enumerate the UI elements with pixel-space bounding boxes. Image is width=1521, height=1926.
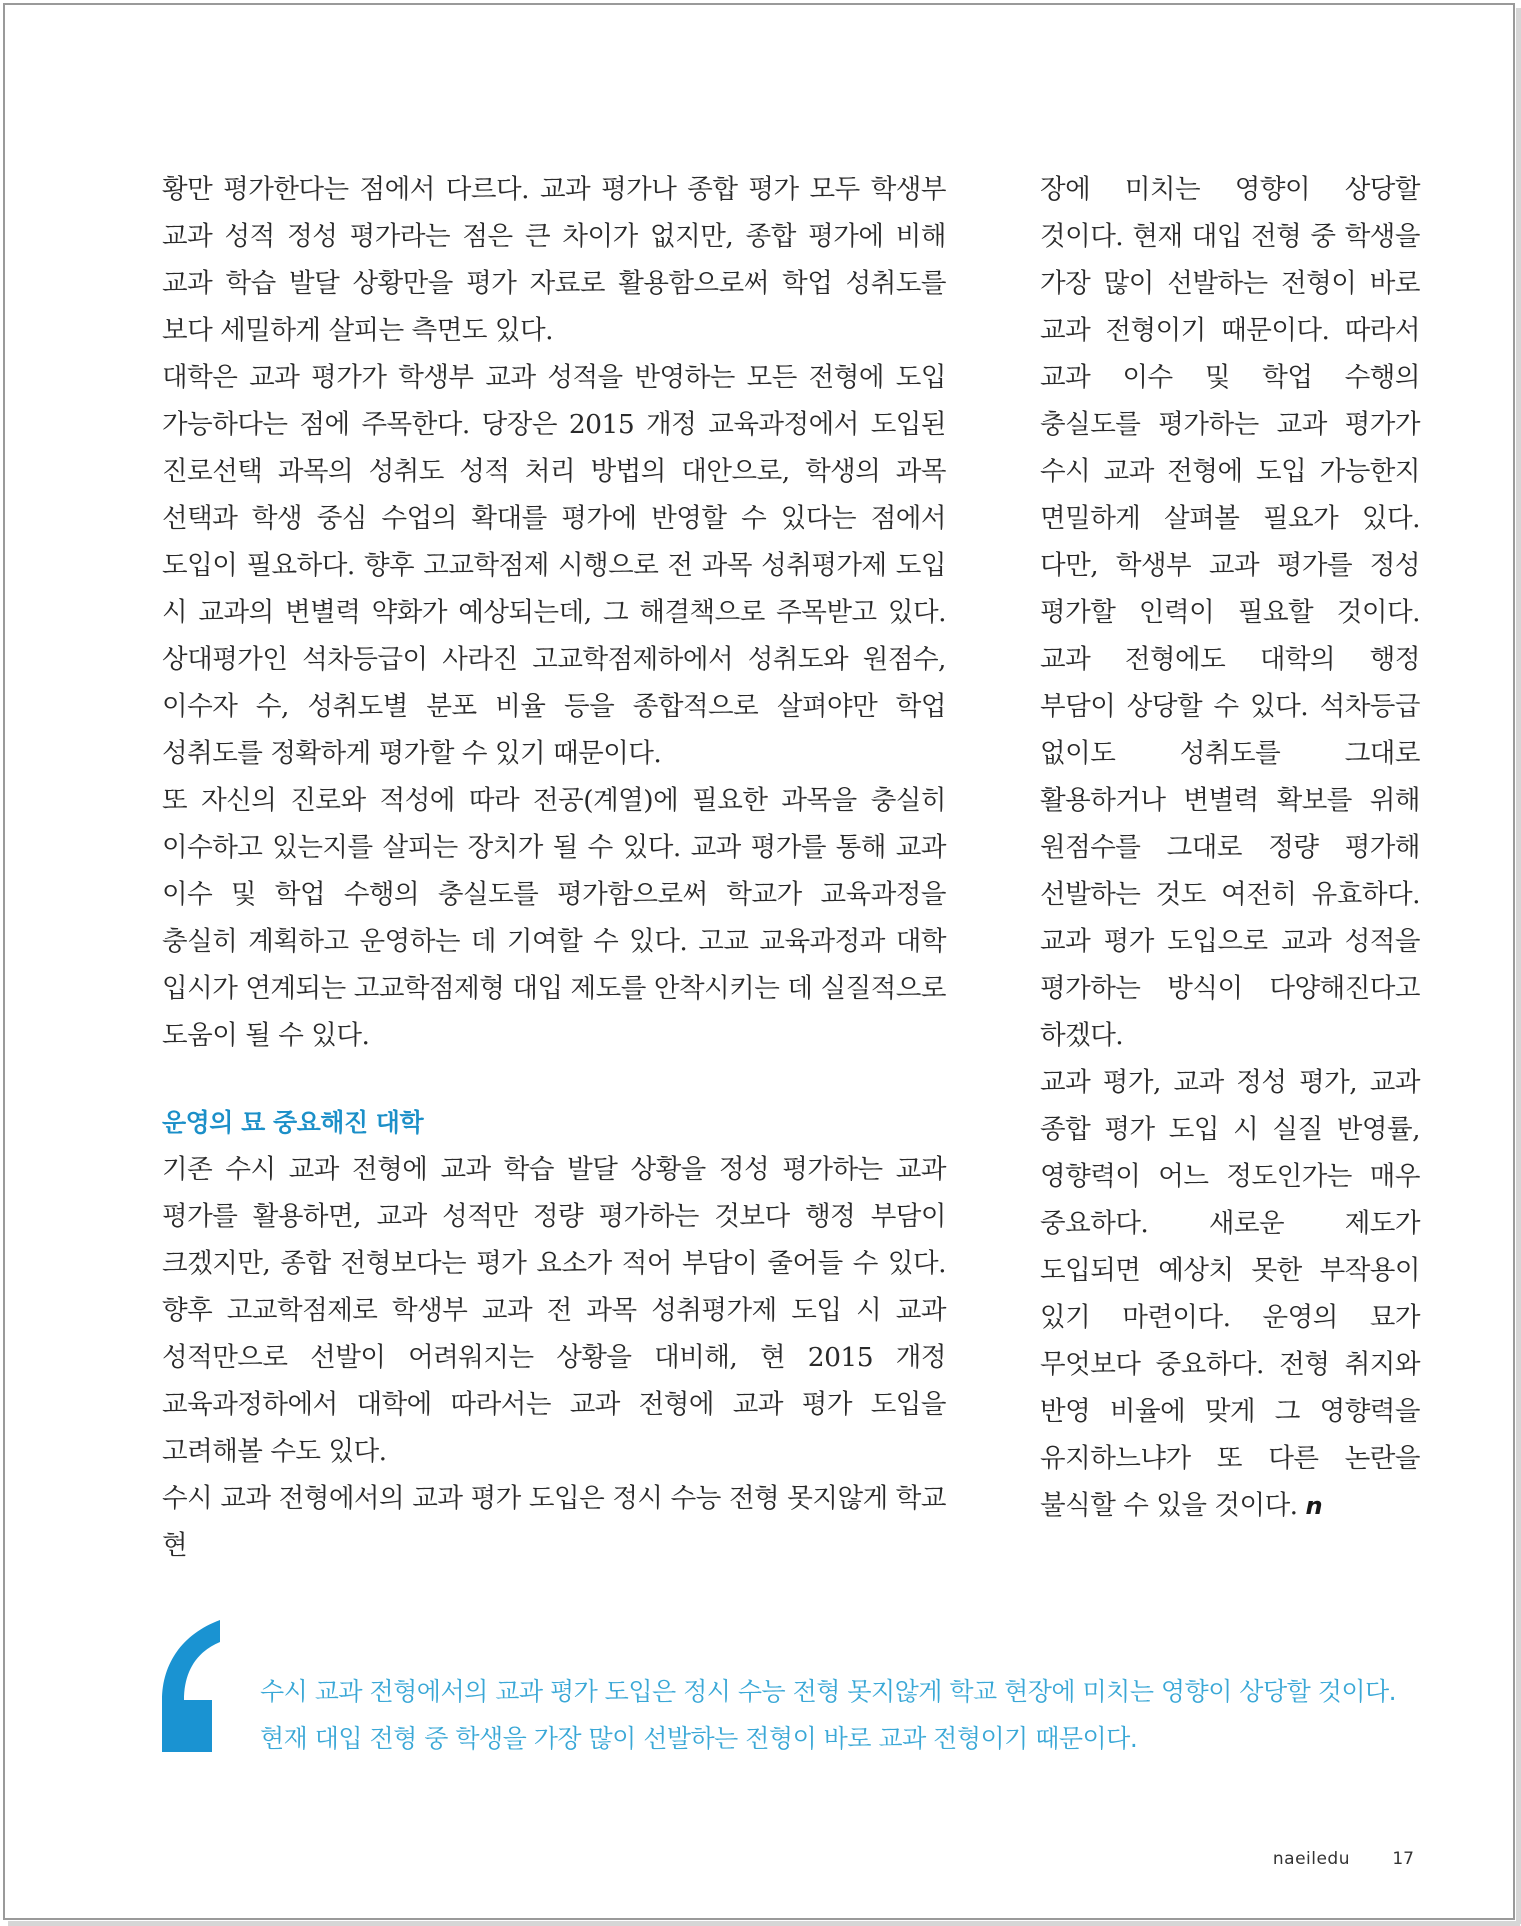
end-mark-icon: n: [1305, 1492, 1323, 1520]
body-paragraph: 대학은 교과 평가가 학생부 교과 성적을 반영하는 모든 전형에 도입 가능하다는 점에 주목한다. 당장은 2015 개정 교육과정에서 도입된 진로선택 과목의 성취도 성적 처리 방법의 대안으로, 학생의 과목 선택과 학생 중심 수업의 확대를 평가에 반영할 수 있다는 점에서 도입이 필요하다. 향후 고교학점제 시행으로 전 과목 성취평가제 도입 시 교과의 변별력 약화가 예상되는데, 그 해결책으로 주목받고 있다. 상대평가인 석차등급이 사라진 고교학점제하에서 성취도와 원점수, 이수자 수, 성취도별 분포 비율 등을 종합적으로 살펴야만 학업 성취도를 정확하게 평가할 수 있기 때문이다.: [162, 362, 946, 769]
page-number: 17: [1392, 1849, 1414, 1869]
section-heading: 운영의 묘 중요해진 대학: [162, 1108, 424, 1137]
body-paragraph: [1040, 1059, 1420, 1530]
page-footer: [1180, 1845, 1420, 1875]
pull-quote-text: 수시 교과 전형에서의 교과 평가 도입은 정시 수능 전형 못지않게 학교 현장에 미치는 영향이 상당할 것이다. 현재 대입 전형 중 학생을 가장 많이 선발하는 전형이 바로 교과 전형이기 때문이다.: [260, 1677, 1397, 1753]
pull-quote: [162, 1620, 1412, 1752]
page-shadow-bottom: [8, 1921, 1520, 1926]
body-paragraph: 장에 미치는 영향이 상당할 것이다. 현재 대입 전형 중 학생을 가장 많이 선발하는 전형이 바로 교과 전형이기 때문이다. 따라서 교과 이수 및 학업 수행의 충실도를 평가하는 교과 평가가 수시 교과 전형에 도입 가능한지 면밀하게 살펴볼 필요가 있다. 다만, 학생부 교과 평가를 정성 평가할 인력이 필요할 것이다. 교과 전형에도 대학의 행정 부담이 상당할 수 있다. 석차등급 없이도 성취도를 그대로 활용하거나 변별력 확보를 위해 원점수를 그대로 정량 평가해 선발하는 것도 여전히 유효하다. 교과 평가 도입으로 교과 성적을 평가하는 방식이 다양해진다고 하겠다.: [1040, 174, 1420, 1051]
body-paragraph: 또 자신의 진로와 적성에 따라 전공(계열)에 필요한 과목을 충실히 이수하고 있는지를 살피는 장치가 될 수 있다. 교과 평가를 통해 교과 이수 및 학업 수행의 충실도를 평가함으로써 학교가 교육과정을 충실히 계획하고 운영하는 데 기여할 수 있다. 고교 교육과정과 대학 입시가 연계되는 고교학점제형 대입 제도를 안착시키는 데 실질적으로 도움이 될 수 있다.: [162, 785, 946, 1051]
footer-brand: naeiledu: [1272, 1849, 1350, 1869]
left-column: [162, 166, 946, 1569]
body-paragraph: 황만 평가한다는 점에서 다르다. 교과 평가나 종합 평가 모두 학생부 교과 성적 정성 평가라는 점은 큰 차이가 없지만, 종합 평가에 비해 교과 학습 발달 상황만을 평가 자료로 활용함으로써 학업 성취도를 보다 세밀하게 살피는 측면도 있다.: [162, 174, 946, 346]
right-column: [1040, 166, 1420, 1530]
body-paragraph: 기존 수시 교과 전형에 교과 학습 발달 상황을 정성 평가하는 교과 평가를 활용하면, 교과 성적만 정량 평가하는 것보다 행정 부담이 크겠지만, 종합 전형보다는 평가 요소가 적어 부담이 줄어들 수 있다. 향후 고교학점제로 학생부 교과 전 과목 성취평가제 도입 시 교과 성적만으로 선발이 어려워지는 상황을 대비해, 현 2015 개정 교육과정하에서 대학에 따라서는 교과 전형에 교과 평가 도입을 고려해볼 수도 있다.: [162, 1154, 946, 1467]
paragraph-text: 교과 평가, 교과 정성 평가, 교과 종합 평가 도입 시 실질 반영률, 영향력이 어느 정도인가는 매우 중요하다. 새로운 제도가 도입되면 예상치 못한 부작용이 있기 마련이다. 운영의 묘가 무엇보다 중요하다. 전형 취지와 반영 비율에 맞게 그 영향력을 유지하느냐가 또 다른 논란을 불식할 수 있을 것이다.: [1040, 1067, 1420, 1521]
quote-mark-icon: [162, 1620, 222, 1752]
body-paragraph: 수시 교과 전형에서의 교과 평가 도입은 정시 수능 전형 못지않게 학교 현: [162, 1483, 946, 1561]
page-shadow-right: [1516, 8, 1521, 1924]
